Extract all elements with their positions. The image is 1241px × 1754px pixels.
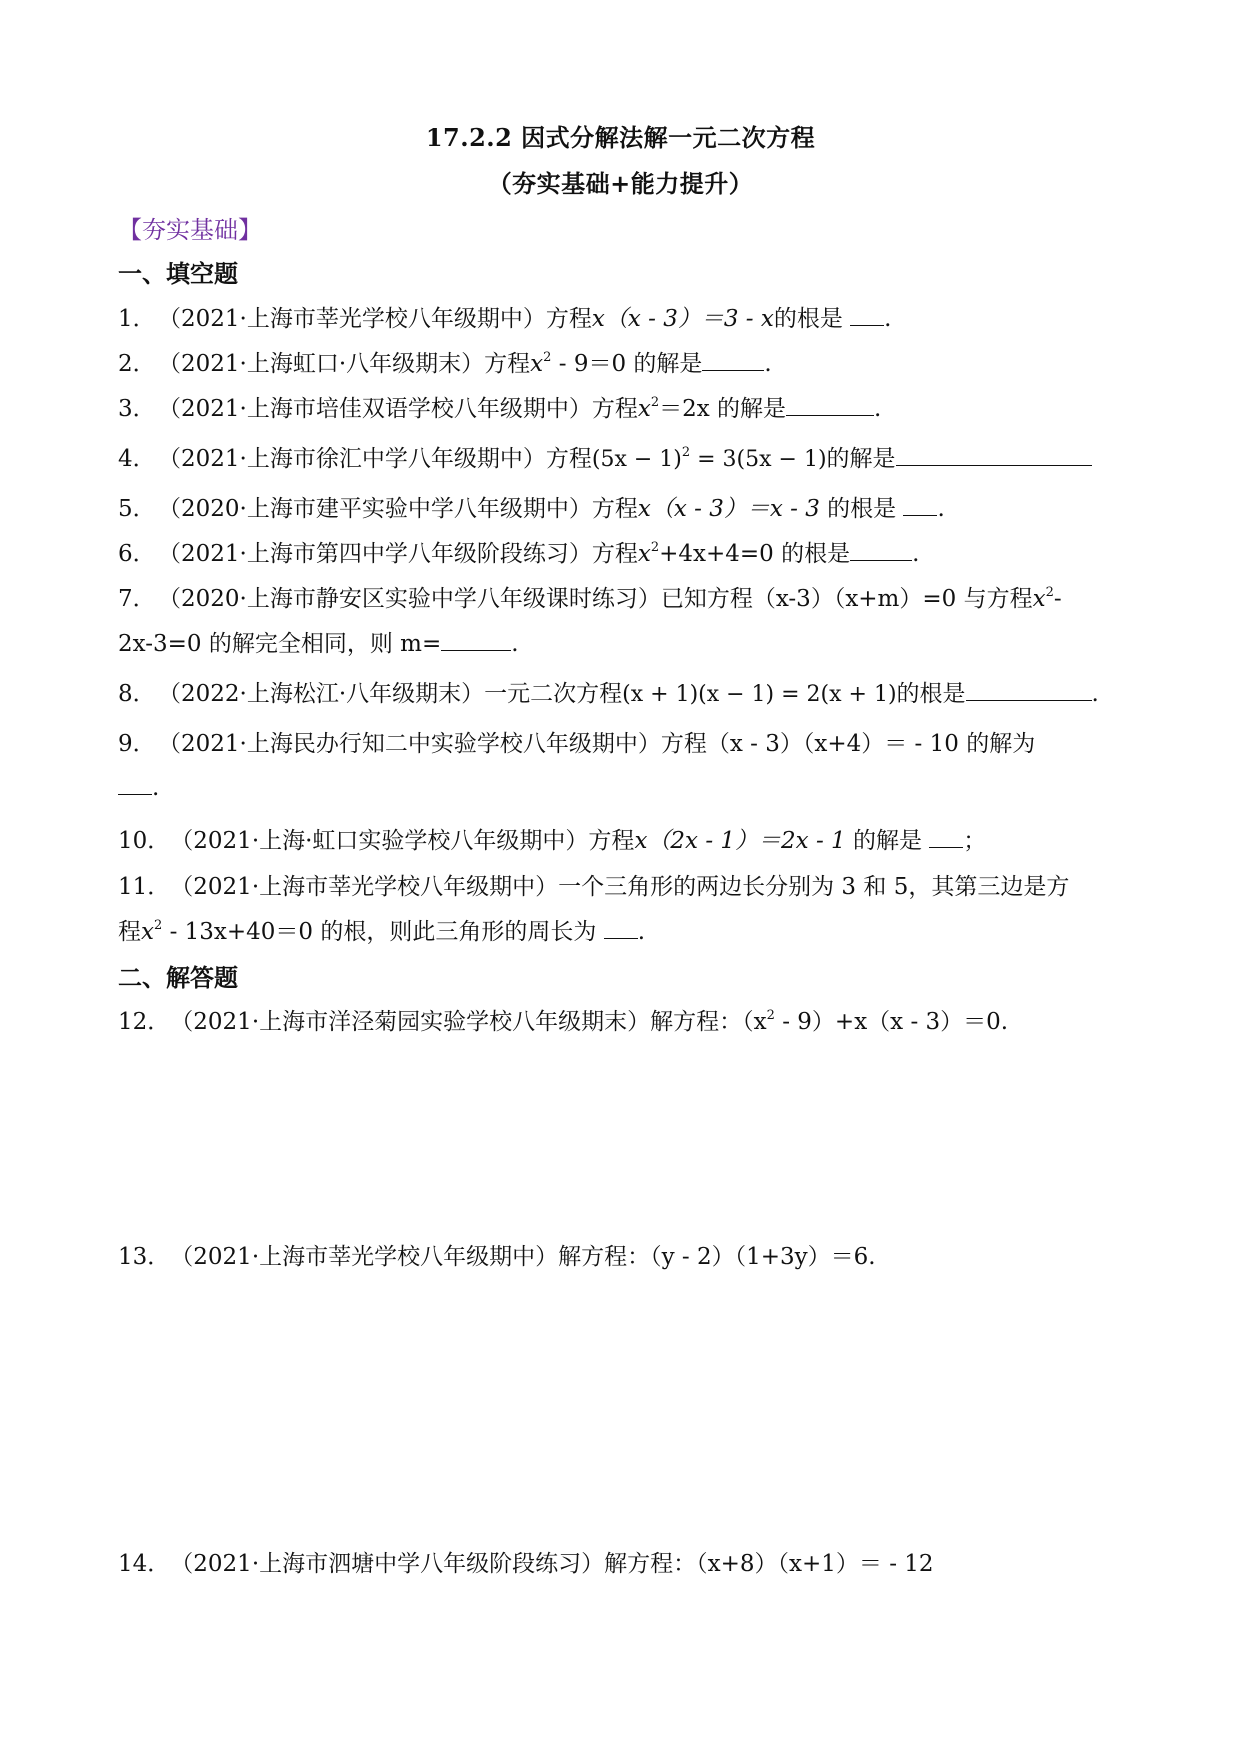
question-source: （2021·上海民办行知二中实验学校八年级期中）方程（x - 3）（x+4）＝ - 10 的解为 (158, 731, 1036, 757)
answer-blank[interactable] (896, 447, 1092, 466)
question-tail: 的根，则此三角形的周长为 (320, 919, 597, 945)
question-end: . (884, 306, 892, 332)
question-tail: 的解是 (852, 828, 922, 854)
equation-var: x (530, 351, 544, 377)
question-11 (118, 868, 1069, 901)
answer-blank[interactable] (604, 920, 638, 939)
question-number: 13． (118, 1244, 171, 1270)
question-number: 3． (118, 396, 156, 422)
equation: (5x − 1) (591, 447, 682, 472)
question-line2: 2x-3=0 的解完全相同，则 m= (118, 631, 442, 657)
question-source: （2020·上海市静安区实验中学八年级课时练习）已知方程（x-3）（x+m）=0 与方程 (158, 586, 1033, 612)
question-7 (118, 580, 1062, 613)
answer-blank[interactable] (903, 497, 937, 516)
answer-blank[interactable] (118, 776, 152, 795)
question-end: . (912, 541, 920, 567)
section-tag: 【夯实基础】 (118, 216, 262, 244)
question-end: . (937, 496, 945, 522)
answer-blank[interactable] (929, 829, 963, 848)
question-number: 4． (118, 446, 156, 472)
question-tail: 的根是 (781, 541, 851, 567)
question-end: . (764, 351, 772, 377)
question-number: 12． (118, 1009, 171, 1035)
equation-var: x (637, 396, 651, 422)
equation-var: x (637, 541, 651, 567)
page-title: 17.2.2 因式分解法解一元二次方程 (425, 123, 816, 152)
question-source: （2022·上海松江·八年级期末）一元二次方程 (158, 681, 623, 707)
solve-heading: 二、解答题 (118, 963, 238, 992)
question-source: （2021·上海·虹口实验学校八年级期中）方程 (170, 828, 635, 854)
question-number: 9． (118, 731, 156, 757)
equation: - 9）+x（x - 3）＝0. (774, 1009, 1009, 1035)
question-11-continued (118, 913, 645, 946)
question-number: 2． (118, 351, 156, 377)
fill-in-heading: 一、填空题 (118, 259, 238, 288)
question-line2: 程 (118, 919, 141, 945)
question-12 (118, 1003, 1008, 1036)
equation: +4x+4=0 (659, 541, 774, 567)
question-1 (118, 300, 891, 333)
question-tail: 的根是 (827, 496, 897, 522)
question-10 (118, 822, 986, 855)
answer-blank[interactable] (850, 307, 884, 326)
question-end: . (1091, 681, 1099, 707)
question-number: 7． (118, 586, 156, 612)
question-source: （2021·上海市莘光学校八年级期中）方程 (158, 306, 592, 332)
question-14 (118, 1545, 934, 1578)
equation: - 13x+40＝0 (162, 919, 314, 945)
question-number: 11． (118, 874, 171, 900)
question-source: （2021·上海虹口·八年级期末）方程 (158, 351, 531, 377)
question-5 (118, 490, 945, 523)
answer-blank[interactable] (850, 542, 912, 561)
answer-blank[interactable] (702, 352, 764, 371)
page-subtitle: （夯实基础+能力提升） (487, 169, 754, 198)
exponent: 2 (650, 540, 660, 555)
equation: x（x - 3）＝x - 3 (637, 496, 820, 522)
question-end: . (637, 919, 646, 945)
question-number: 1． (118, 306, 156, 332)
question-2 (118, 345, 772, 378)
question-source: （2021·上海市莘光学校八年级期中）一个三角形的两边长分别为 3 和 5，其第三边是方 (170, 874, 1070, 900)
question-9-continued (118, 775, 159, 801)
question-13 (118, 1238, 876, 1271)
equation-var: x (1032, 586, 1046, 612)
question-end: . (152, 775, 160, 801)
equation: ＝2x (659, 396, 710, 422)
answer-blank[interactable] (786, 397, 874, 416)
question-4 (118, 440, 1092, 473)
question-number: 14． (118, 1551, 171, 1577)
question-8 (118, 675, 1099, 708)
question-end: ； (963, 828, 987, 854)
question-number: 6． (118, 541, 156, 567)
exponent: 2 (681, 445, 691, 460)
question-source: （2021·上海市莘光学校八年级期中）解方程：（y - 2）（1+3y）＝6. (170, 1244, 876, 1270)
question-end: . (511, 631, 519, 657)
exponent: 2 (1045, 585, 1054, 600)
question-source: （2021·上海市泗塘中学八年级阶段练习）解方程：（x+8）（x+1）＝ - 12 (170, 1551, 934, 1577)
answer-blank[interactable] (966, 682, 1092, 701)
question-source: （2021·上海市洋泾菊园实验学校八年级期末）解方程：（x (170, 1009, 767, 1035)
question-end: . (874, 396, 882, 422)
equation: - (1053, 586, 1062, 612)
question-7-continued (118, 625, 519, 658)
question-source: （2021·上海市徐汇中学八年级期中）方程 (158, 446, 592, 472)
equation: x（2x - 1）＝2x - 1 (634, 828, 846, 854)
exponent: 2 (766, 1008, 775, 1023)
question-tail: 的根是 (896, 681, 966, 707)
question-tail: 的解是 (717, 396, 787, 422)
equation: (x + 1)(x − 1) = 2(x + 1) (622, 682, 897, 707)
answer-blank[interactable] (441, 632, 511, 651)
question-source: （2020·上海市建平实验中学八年级期中）方程 (158, 496, 638, 522)
question-number: 5． (118, 496, 156, 522)
equation: - 9＝0 (551, 351, 627, 377)
question-tail: 的解是 (633, 351, 703, 377)
question-source: （2021·上海市第四中学八年级阶段练习）方程 (158, 541, 638, 567)
equation: x（x - 3）＝3 - x (591, 306, 774, 332)
exponent: 2 (650, 395, 660, 410)
equation: = 3(5x − 1) (690, 447, 827, 472)
question-number: 10． (118, 828, 171, 854)
exponent: 2 (153, 918, 163, 933)
exponent: 2 (543, 350, 552, 365)
question-number: 8． (118, 681, 156, 707)
question-6 (118, 535, 919, 568)
question-3 (118, 390, 881, 423)
question-tail: 的解是 (826, 446, 896, 472)
equation-var: x (141, 919, 154, 945)
question-9 (118, 725, 1035, 758)
question-tail: 的根是 (773, 306, 843, 332)
question-source: （2021·上海市培佳双语学校八年级期中）方程 (158, 396, 638, 422)
